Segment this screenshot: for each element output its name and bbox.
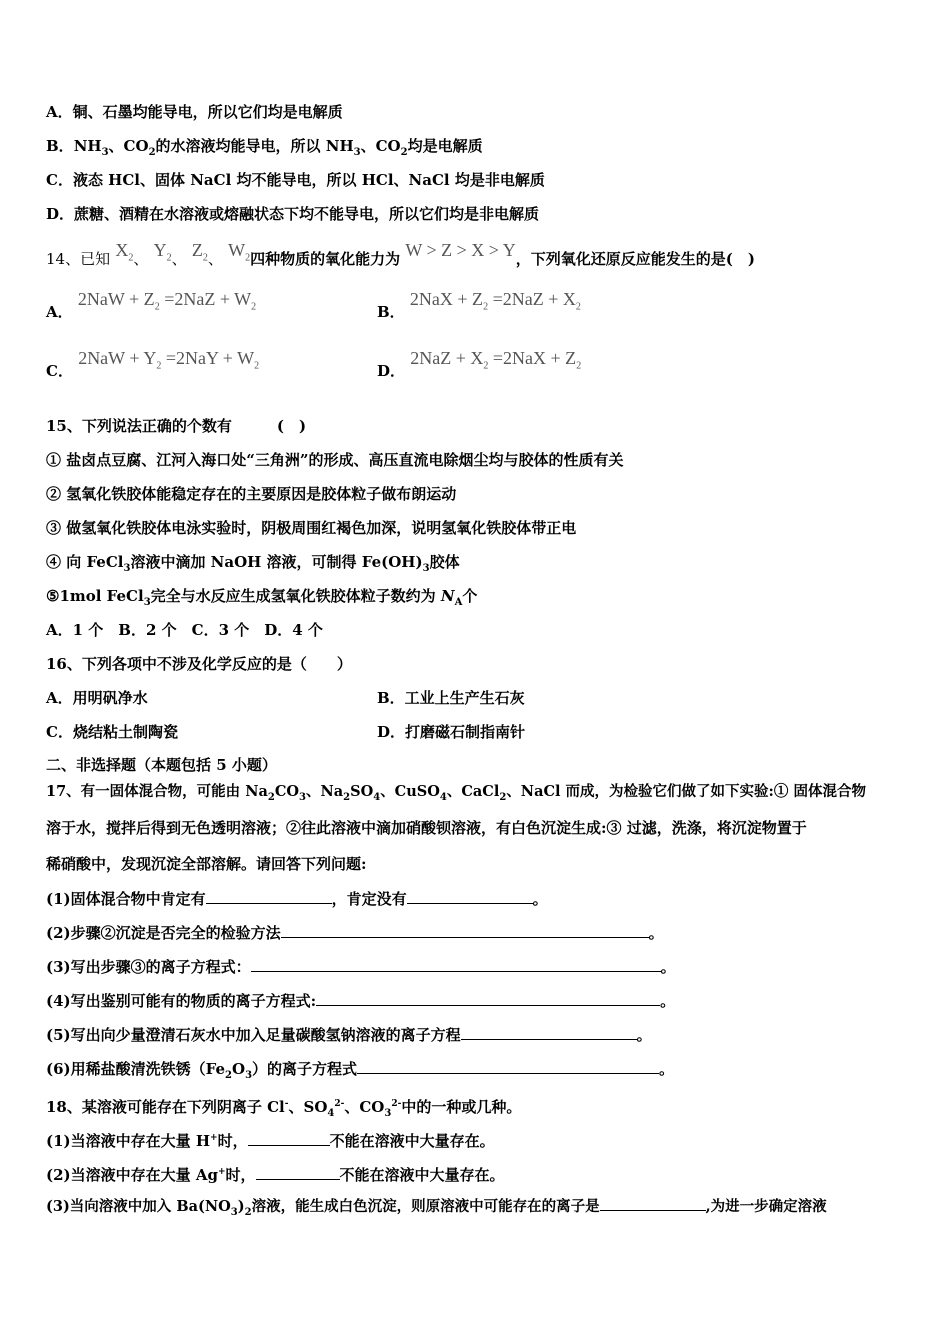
answer-blank[interactable] [206,889,332,904]
answer-blank[interactable] [281,923,649,938]
q15-statement-2: ② 氢氧化铁胶体能稳定存在的主要原因是胶体粒子做布朗运动 [46,485,457,503]
q16-option-a: A．用明矾净水 [46,689,148,707]
section-heading: 二、非选择题（本题包括 5 小题） [46,756,277,774]
q17-part-6: (6)用稀盐酸清洗铁锈$(Fe_2O_3)$的离子方程式 。 [46,1060,675,1081]
q14-option-b: B． $2NaX + Z_2 =2NaZ + X_2$ [377,289,581,321]
q13-option-d: D．蔗糖、酒精在水溶液或熔融状态下均不能导电，所以它们均是非电解质 [46,205,540,223]
q17-stem-line-2: 溶于水，搅拌后得到无色透明溶液；②往此溶液中滴加硝酸钡溶液，有白色沉淀生成:③ 过滤，洗涤，将沉淀物置于 [46,819,807,837]
q15-statement-5: ⑤1mol FeCl$_3$完全与水反应生成氢氧化铁胶体粒子数约为 $N_A$个 [46,587,478,608]
q18-part-2: (2)当溶液中存在大量 Ag+时， 不能在溶液中大量存在。 [46,1166,505,1184]
q16-option-d: D．打磨磁石制指南针 [377,723,526,741]
q16-stem: 16、下列各项中不涉及化学反应的是（ ） [46,655,352,673]
answer-blank[interactable] [316,991,660,1006]
q15-options: A．1 个 B．2 个 C．3 个 D．4 个 [46,621,323,639]
q17-part-3: (3)写出步骤③的离子方程式： 。 [46,958,676,976]
q16-option-c: C．烧结粘土制陶瓷 [46,723,178,741]
q14-stem: 14、已知 $X_2$、 $Y_2$、 $Z_2$、 $W_2$四种物质的氧化能力为 W > Z > X > Y，下列氧化还原反应能发生的是( ) [46,240,755,268]
q15-stem: 15、下列说法正确的个数有 ( ) [46,417,307,435]
q18-stem: 18、某溶液可能存在下列阴离子 Cl-、$SO_4^{2-}$、$CO_3^{2-}$中的一种或几种。 [46,1098,522,1119]
q15-statement-1: ① 盐卤点豆腐、江河入海口处“三角洲”的形成、高压直流电除烟尘均与胶体的性质有关 [46,451,624,469]
q14-option-d: D． $2NaZ + X_2 =2NaX + Z_2$ [377,348,582,380]
answer-blank[interactable] [407,889,533,904]
q15-statement-4: ④ 向 FeCl$_3$溶液中滴加 NaOH 溶液，可制得 $Fe(OH)_3$胶体 [46,553,460,574]
answer-blank[interactable] [600,1196,706,1211]
q18-part-1: (1)当溶液中存在大量 H+时， 不能在溶液中大量存在。 [46,1132,495,1150]
q16-option-b: B．工业上生产生石灰 [377,689,525,707]
q17-stem-line-3: 稀硝酸中，发现沉淀全部溶解。请回答下列问题: [46,855,367,873]
answer-blank[interactable] [248,1131,330,1146]
q17-part-2: (2)步骤②沉淀是否完全的检验方法 。 [46,924,664,942]
answer-blank[interactable] [251,957,661,972]
q13-option-a: A．铜、石墨均能导电，所以它们均是电解质 [46,103,343,121]
answer-blank[interactable] [357,1059,659,1074]
answer-blank[interactable] [256,1165,340,1180]
q13-option-c: C．液态 HCl、固体 NaCl 均不能导电，所以 HCl、NaCl 均是非电解质 [46,171,545,189]
q17-part-5: (5)写出向少量澄清石灰水中加入足量碳酸氢钠溶液的离子方程 。 [46,1026,652,1044]
answer-blank[interactable] [461,1025,637,1040]
q17-part-1: (1)固体混合物中肯定有 ，肯定没有 。 [46,890,548,908]
q14-option-a: A． $2NaW + Z_2 =2NaZ + W_2$ [46,289,257,321]
q17-part-4: (4)写出鉴别可能有的物质的离子方程式: 。 [46,992,676,1010]
q17-stem-line-1: 17、有一固体混合物，可能由 $Na_2CO_3$、$Na_2SO_4$、CuSO$_4$、CaCl$_2$、NaCl 而成，为检验它们做了如下实验:① 固体混合物 [46,783,866,803]
q13-option-b: B．$NH_3$、$CO_2$的水溶液均能导电，所以 $NH_3$、$CO_2$均是电解质 [46,137,483,158]
q18-part-3: (3)当向溶液中加入 $Ba(NO_3)_2$溶液，能生成白色沉淀，则原溶液中可能存在的离子是 ,为进一步确定溶液 [46,1198,827,1218]
oxidizing-order: W > Z > X > Y [405,240,516,260]
q15-statement-3: ③ 做氢氧化铁胶体电泳实验时，阴极周围红褐色加深，说明氢氧化铁胶体带正电 [46,519,577,537]
q14-option-c: C． $2NaW + Y_2 =2NaY + W_2$ [46,348,260,380]
